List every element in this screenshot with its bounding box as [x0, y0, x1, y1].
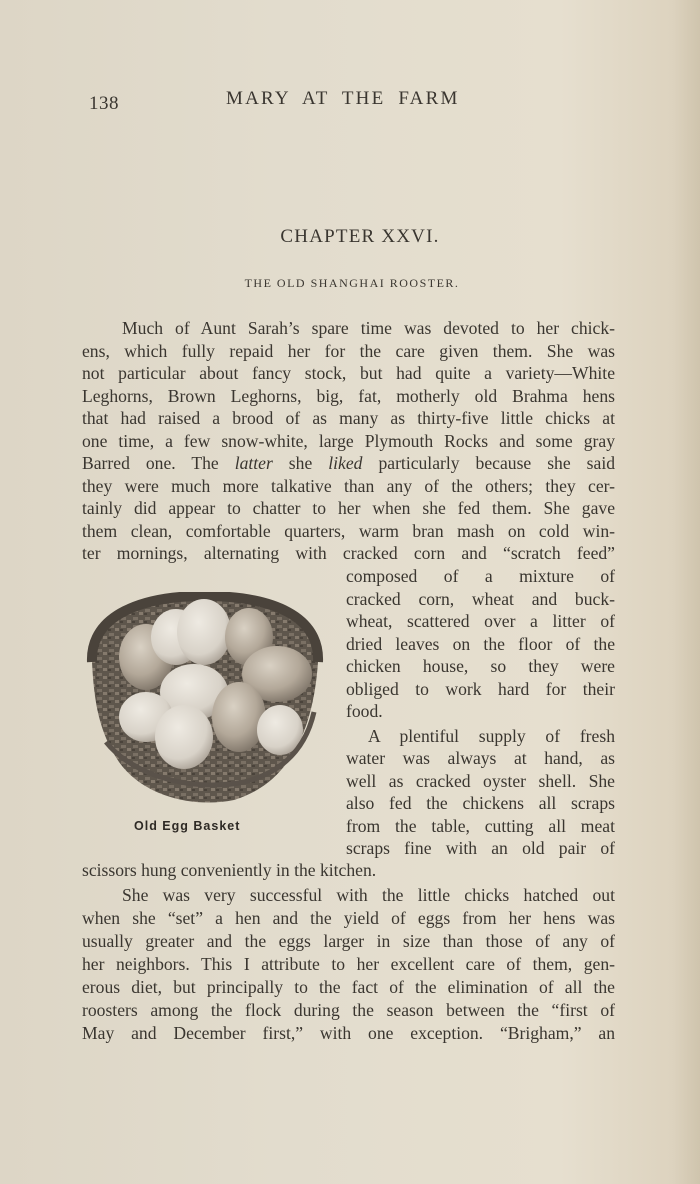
- page-number: 138: [89, 93, 119, 114]
- text-line: also fed the chickens all scraps: [346, 793, 615, 813]
- text-line: May and December first,” with one exception. “Brigham,” an: [82, 1023, 615, 1043]
- text-line: chicken house, so they were: [346, 656, 615, 676]
- text-line: food.: [346, 701, 383, 721]
- text-line: composed of a mixture of: [346, 566, 615, 586]
- italic-word: latter: [234, 453, 273, 473]
- text-line: [82, 452, 615, 474]
- egg-basket-illustration: [84, 592, 324, 804]
- text-line: from the table, cutting all meat: [346, 816, 615, 836]
- text-line: her neighbors. This I attribute to her excellent care of them, gen-: [82, 954, 615, 974]
- text-line: She was very successful with the little chicks hatched out: [122, 885, 615, 905]
- text-span: Barred one. The: [82, 453, 235, 473]
- chapter-subtitle: THE OLD SHANGHAI ROOSTER.: [244, 276, 460, 290]
- text-line: dried leaves on the floor of the: [346, 634, 615, 654]
- text-line: ens, which fully repaid her for the care given them. She was: [82, 341, 615, 361]
- chapter-title: CHAPTER XXVI.: [280, 226, 440, 247]
- text-line: tainly did appear to chatter to her when she fed them. She gave: [82, 498, 615, 518]
- text-span: she: [272, 453, 329, 473]
- text-span: particularly because she said: [362, 453, 616, 473]
- text-line: A plentiful supply of fresh: [368, 726, 615, 746]
- text-line: them clean, comfortable quarters, warm bran mash on cold win-: [82, 521, 615, 541]
- text-line: wheat, scattered over a litter of: [346, 611, 615, 631]
- text-line: one time, a few snow-white, large Plymouth Rocks and some gray: [82, 431, 615, 451]
- text-line: scissors hung conveniently in the kitchen.: [82, 860, 377, 880]
- egg: [177, 599, 231, 665]
- text-line: erous diet, but principally to the fact of the elimination of all the: [82, 977, 615, 997]
- text-line: scraps fine with an old pair of: [346, 838, 615, 858]
- text-line: usually greater and the eggs larger in size than those of any of: [82, 931, 615, 951]
- text-line: not particular about fancy stock, but had quite a variety—White: [82, 363, 615, 383]
- egg: [155, 705, 213, 769]
- figure-caption: Old Egg Basket: [134, 819, 241, 833]
- text-line: cracked corn, wheat and buck-: [346, 589, 615, 609]
- text-line: when she “set” a hen and the yield of eggs from her hens was: [82, 908, 615, 928]
- text-line: ter mornings, alternating with cracked corn and “scratch feed”: [82, 543, 615, 563]
- text-line: they were much more talkative than any of the others; they cer-: [82, 476, 615, 496]
- running-title: MARY AT THE FARM: [226, 88, 460, 109]
- text-line: that had raised a brood of as many as thirty-five little chicks at: [82, 408, 615, 428]
- egg: [212, 682, 266, 752]
- text-line: obliged to work hard for their: [346, 679, 615, 699]
- text-line: well as cracked oyster shell. She: [346, 771, 615, 791]
- text-line: Leghorns, Brown Leghorns, big, fat, motherly old Brahma hens: [82, 386, 615, 406]
- text-line: roosters among the flock during the season between the “first of: [82, 1000, 615, 1020]
- italic-word: liked: [328, 453, 363, 473]
- text-line: water was always at hand, as: [346, 748, 615, 768]
- text-line: Much of Aunt Sarah’s spare time was devoted to her chick-: [122, 318, 615, 338]
